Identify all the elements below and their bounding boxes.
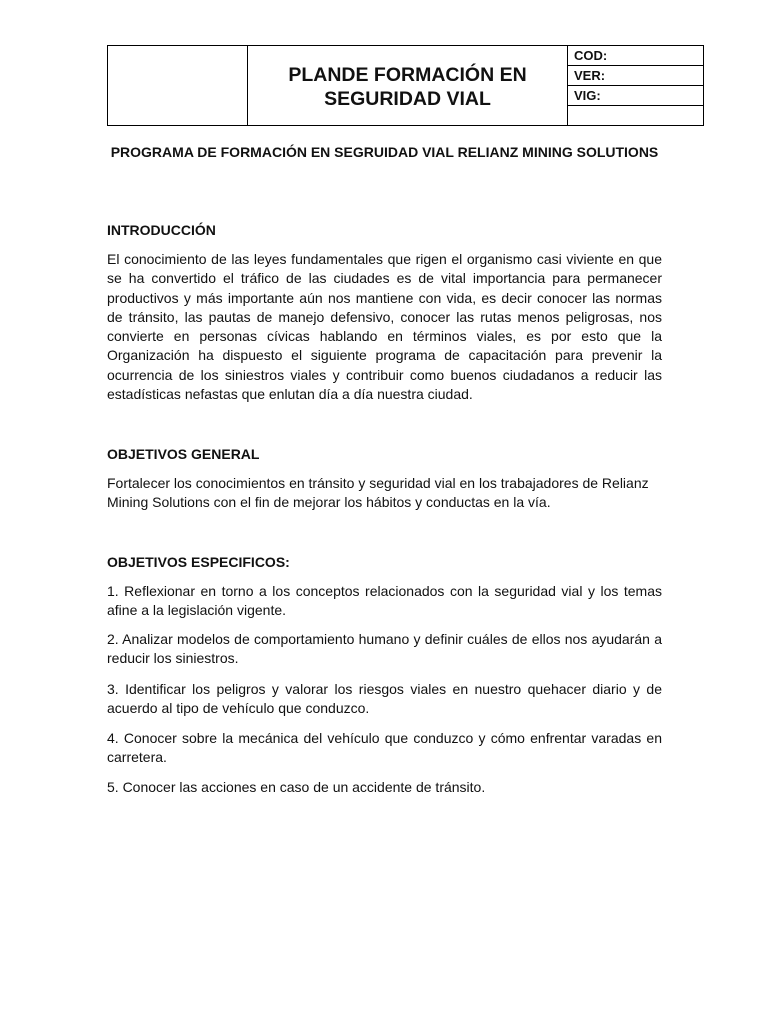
ver-label: VER: [568,66,703,86]
logo-cell [108,46,248,125]
objetivo-general-heading: OBJETIVOS GENERAL [107,446,260,462]
objetivo-item-3: 3. Identificar los peligros y valorar los riesgos viales en nuestro quehacer diario y de acuerdo al tipo de vehículo que conduzco. [107,681,662,716]
document-title: PLANDE FORMACIÓN EN SEGURIDAD VIAL [288,63,527,110]
objetivo-general-text: Fortalecer los conocimientos en tránsito y seguridad vial en los trabajadores de Relianz Mining Solutions con el fin de mejorar los hábitos y conductas en la vía. [107,475,649,511]
metadata-cell [568,46,703,125]
introduccion-text: El conocimiento de las leyes fundamentales que rigen el organismo casi viviente en que se ha convertido el tráfico de las ciudades es de vital importancia para permanecer productivos y más importante aún nos mantiene con vida, es decir conocer las normas de tránsito, las pautas de manejo defensivo, conocer las rutas menos peligrosas, nos convierte en personas cívicas hablando en términos viales, es por esto que la Organización ha dispuesto el siguiente programa de capacitación para prevenir la ocurrencia de los siniestros viales y contribuir como buenos ciudadanos a reducir las estadísticas nefastas que enlutan día a día nuestra ciudad. [107,251,662,403]
objetivo-item-5: 5. Conocer las acciones en caso de un accidente de tránsito. [107,779,486,795]
program-subtitle: PROGRAMA DE FORMACIÓN EN SEGRUIDAD VIAL RELIANZ MINING SOLUTIONS [110,144,659,160]
title-cell [248,46,568,125]
document-header-table [107,45,704,126]
objetivo-item-1: 1. Reflexionar en torno a los conceptos relacionados con la seguridad vial y los temas afine a la legislación vigente. [107,583,662,618]
objetivo-item-2: 2. Analizar modelos de comportamiento humano y definir cuáles de ellos nos ayudarán a reducir los siniestros. [107,631,662,666]
objetivo-item-4: 4. Conocer sobre la mecánica del vehículo que conduzco y cómo enfrentar varadas en carretera. [107,730,662,765]
objetivos-especificos-heading: OBJETIVOS ESPECIFICOS: [107,554,290,570]
cod-label: COD: [568,46,703,66]
introduccion-heading: INTRODUCCIÓN [107,222,216,238]
vig-label: VIG: [568,86,703,106]
meta-empty-row [568,106,703,125]
